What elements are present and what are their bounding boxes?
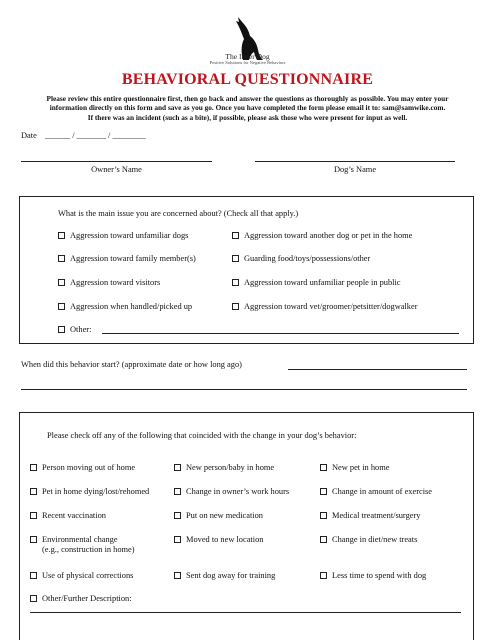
checkbox[interactable] (30, 536, 37, 543)
checkbox[interactable] (232, 255, 239, 262)
checkbox[interactable] (232, 232, 239, 239)
brand-tagline: Positive Solutions for Negative Behaviors (209, 60, 286, 65)
owner-name-label: Owner’s Name (91, 165, 142, 174)
environmental-change-example: (e.g., construction in home) (42, 545, 135, 554)
checkbox[interactable] (320, 536, 327, 543)
dog-name-label: Dog’s Name (333, 165, 377, 174)
issues-section (19, 196, 474, 344)
change-option[interactable]: New person/baby in home (174, 463, 274, 472)
change-option[interactable]: Pet in home dying/lost/rehomed (30, 487, 149, 496)
change-option[interactable]: Less time to spend with dog (320, 571, 426, 580)
change-option[interactable]: Person moving out of home (30, 463, 135, 472)
dog-name-field[interactable] (255, 161, 455, 162)
issue-option[interactable]: Aggression when handled/picked up (58, 302, 192, 311)
issue-option[interactable]: Guarding food/toys/possessions/other (232, 254, 370, 263)
checkbox[interactable] (30, 464, 37, 471)
change-option[interactable]: Change in amount of exercise (320, 487, 432, 496)
page-title: BEHAVIORAL QUESTIONNAIRE (121, 71, 374, 88)
change-option[interactable]: New pet in home (320, 463, 389, 472)
change-option[interactable]: Sent dog away for training (174, 571, 275, 580)
intro-line-2: information directly on this form and save as you go. Once you have completed the form please email it to: sam@samwike.com. (49, 103, 446, 113)
issue-option[interactable]: Aggression toward unfamiliar dogs (58, 231, 188, 240)
date-field[interactable]: ______ / _______ / ________ (45, 131, 146, 140)
issue-option[interactable]: Aggression toward unfamiliar people in public (232, 278, 401, 287)
intro-line-1: Please review this entire questionnaire first, then go back and answer the questions as thoroughly as possible. You may enter your (46, 94, 449, 103)
change-other-field[interactable] (30, 612, 461, 613)
change-option[interactable]: Recent vaccination (30, 511, 106, 520)
change-other-option[interactable]: Other/Further Description: (30, 594, 132, 603)
change-option[interactable]: Use of physical corrections (30, 571, 133, 580)
checkbox[interactable] (232, 303, 239, 310)
issue-option[interactable]: Aggression toward family member(s) (58, 254, 196, 263)
checkbox[interactable] (174, 488, 181, 495)
issue-other-option[interactable]: Other: (58, 325, 91, 334)
checkbox[interactable] (30, 488, 37, 495)
issue-option[interactable]: Aggression toward visitors (58, 278, 160, 287)
checkbox[interactable] (30, 512, 37, 519)
checkbox[interactable] (232, 279, 239, 286)
intro-text (20, 94, 475, 122)
checkbox[interactable] (320, 464, 327, 471)
change-option[interactable]: Environmental change (e.g., construction in home) (30, 535, 135, 555)
checkbox[interactable] (58, 255, 65, 262)
issues-question: What is the main issue you are concerned about? (Check all that apply.) (58, 209, 299, 218)
checkbox[interactable] (58, 303, 65, 310)
changes-section (19, 412, 474, 640)
change-option[interactable]: Put on new medication (174, 511, 263, 520)
issue-option[interactable]: Aggression toward another dog or pet in the home (232, 231, 412, 240)
change-option[interactable]: Medical treatment/surgery (320, 511, 420, 520)
intro-line-3: If there was an incident (such as a bite), if possible, please ask those who were present for input as well. (87, 112, 408, 122)
checkbox[interactable] (174, 464, 181, 471)
changes-question: Please check off any of the following that coincided with the change in your dog’s behavior: (47, 431, 357, 440)
checkbox[interactable] (174, 512, 181, 519)
checkbox[interactable] (58, 232, 65, 239)
checkbox[interactable] (174, 536, 181, 543)
checkbox[interactable] (30, 595, 37, 602)
checkbox[interactable] (174, 572, 181, 579)
checkbox[interactable] (58, 279, 65, 286)
start-answer-field-2[interactable] (21, 389, 467, 390)
checkbox[interactable] (320, 572, 327, 579)
change-option[interactable]: Change in owner’s work hours (174, 487, 289, 496)
checkbox[interactable] (58, 326, 65, 333)
issue-other-field[interactable] (102, 333, 459, 334)
brand-name: The Inner Dog (225, 52, 270, 61)
checkbox[interactable] (30, 572, 37, 579)
start-question: When did this behavior start? (approximate date or how long ago) (21, 360, 242, 369)
checkbox[interactable] (320, 512, 327, 519)
owner-name-field[interactable] (21, 161, 212, 162)
date-label: Date (21, 131, 37, 140)
issue-option[interactable]: Aggression toward vet/groomer/petsitter/dogwalker (232, 302, 418, 311)
start-answer-field[interactable] (288, 369, 467, 370)
change-option[interactable]: Change in diet/new treats (320, 535, 417, 544)
change-option[interactable]: Moved to new location (174, 535, 263, 544)
checkbox[interactable] (320, 488, 327, 495)
